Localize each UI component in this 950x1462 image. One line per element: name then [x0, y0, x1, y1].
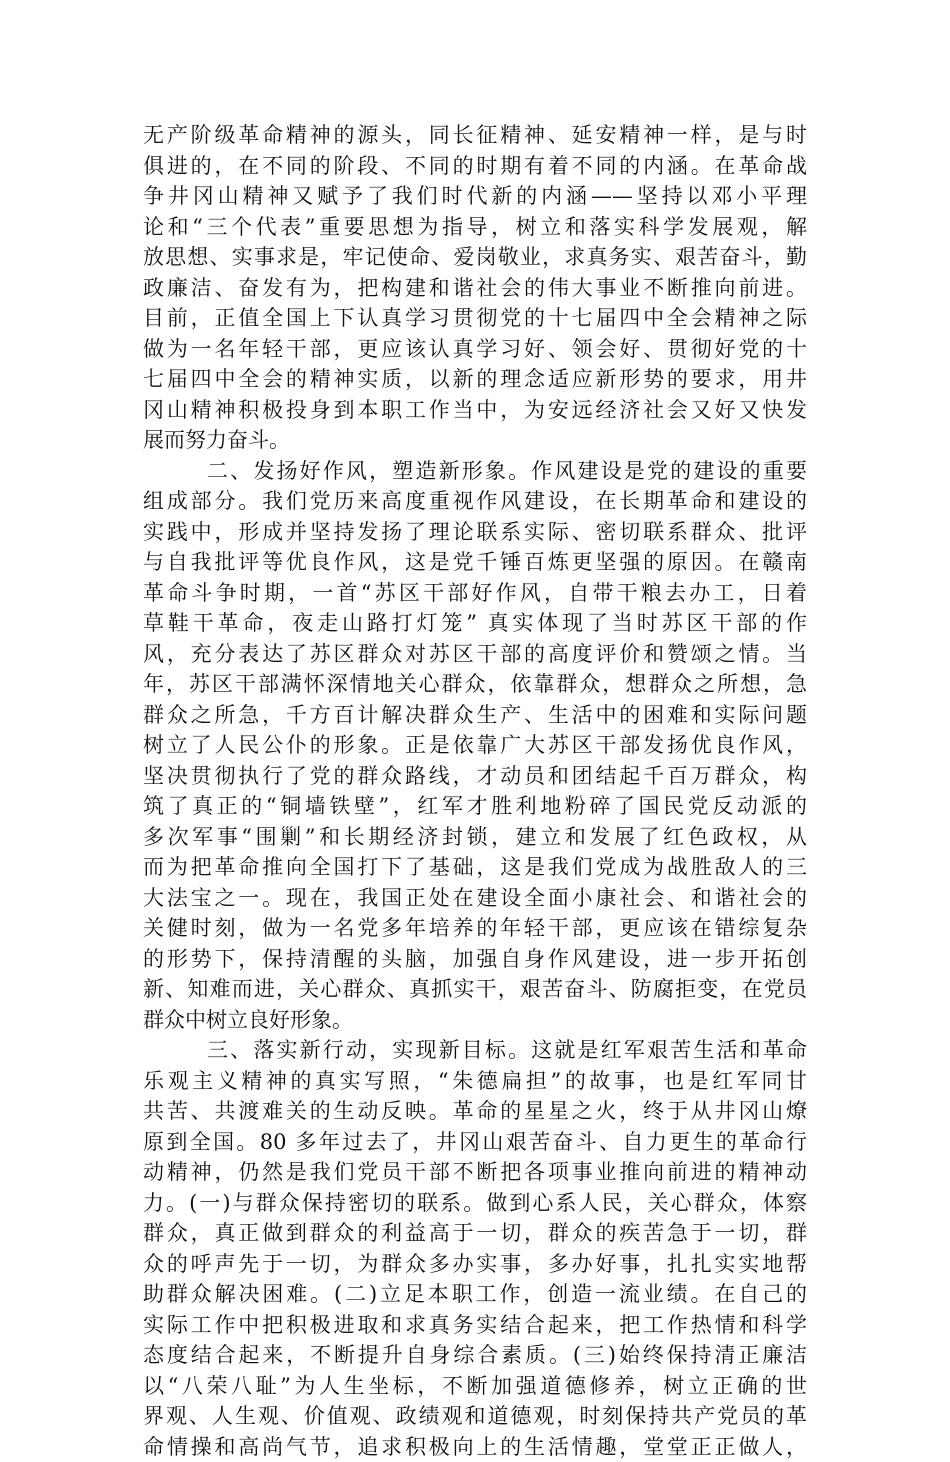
paragraph-first-line: 二、发扬好作风，塑造新形象。作风建设是党的建设的重要 [143, 456, 807, 487]
text-line: 实践中，形成并坚持发扬了理论联系实际、密切联系群众、批评 [143, 517, 807, 548]
text-line: 多次军事“围剿”和长期经济封锁，建立和发展了红色政权，从 [143, 822, 807, 853]
text-line: 展而努力奋斗。 [143, 425, 807, 456]
text-line: 乐观主义精神的真实写照，“朱德扁担”的故事，也是红军同甘 [143, 1066, 807, 1097]
text-line: 目前，正值全国上下认真学习贯彻党的十七届四中全会精神之际 [143, 303, 807, 334]
text-line: 风，充分表达了苏区群众对苏区干部的高度评价和赞颂之情。当 [143, 639, 807, 670]
text-line: 争井冈山精神又赋予了我们时代新的内涵——坚持以邓小平理 [143, 181, 807, 212]
text-line: 筑了真正的“铜墙铁壁”，红军才胜利地粉碎了国民党反动派的 [143, 791, 807, 822]
text-line: 而为把革命推向全国打下了基础，这是我们党成为战胜敌人的三 [143, 852, 807, 883]
text-line: 共苦、共渡难关的生动反映。革命的星星之火，终于从井冈山燎 [143, 1096, 807, 1127]
text-line: 做为一名年轻干部，更应该认真学习好、领会好、贯彻好党的十 [143, 334, 807, 365]
text-line: 七届四中全会的精神实质，以新的理念适应新形势的要求，用井 [143, 364, 807, 395]
text-line: 原到全国。80 多年过去了，井冈山艰苦奋斗、自力更生的革命行 [143, 1127, 807, 1158]
paragraph-first-line: 三、落实新行动，实现新目标。这就是红军艰苦生活和革命 [143, 1035, 807, 1066]
text-line: 态度结合起来，不断提升自身综合素质。(三)始终保持清正廉洁 [143, 1340, 807, 1371]
text-line: 命情操和高尚气节，追求积极向上的生活情趣，堂堂正正做人， [143, 1432, 807, 1462]
text-line: 政廉洁、奋发有为，把构建和谐社会的伟大事业不断推向前进。 [143, 273, 807, 304]
text-line: 关健时刻，做为一名党多年培养的年轻干部，更应该在错综复杂 [143, 913, 807, 944]
text-line: 助群众解决困难。(二)立足本职工作，创造一流业绩。在自己的 [143, 1279, 807, 1310]
text-line: 力。(一)与群众保持密切的联系。做到心系人民，关心群众，体察 [143, 1188, 807, 1219]
text-line: 年，苏区干部满怀深情地关心群众，依靠群众，想群众之所想，急 [143, 669, 807, 700]
document-body [143, 120, 807, 1462]
text-line: 大法宝之一。现在，我国正处在建设全面小康社会、和谐社会的 [143, 883, 807, 914]
text-line: 界观、人生观、价值观、政绩观和道德观，时刻保持共产党员的革 [143, 1401, 807, 1432]
text-line: 实际工作中把积极进取和求真务实结合起来，把工作热情和科学 [143, 1310, 807, 1341]
text-line: 树立了人民公仆的形象。正是依靠广大苏区干部发扬优良作风， [143, 730, 807, 761]
text-line: 群众中树立良好形象。 [143, 1005, 807, 1036]
text-line: 与自我批评等优良作风，这是党千锤百炼更坚强的原因。在赣南 [143, 547, 807, 578]
text-line: 动精神，仍然是我们党员干部不断把各项事业推向前进的精神动 [143, 1157, 807, 1188]
text-line: 组成部分。我们党历来高度重视作风建设，在长期革命和建设的 [143, 486, 807, 517]
text-line: 的形势下，保持清醒的头脑，加强自身作风建设，进一步开拓创 [143, 944, 807, 975]
text-line: 众的呼声先于一切，为群众多办实事，多办好事，扎扎实实地帮 [143, 1249, 807, 1280]
text-line: 以“八荣八耻”为人生坐标，不断加强道德修养，树立正确的世 [143, 1371, 807, 1402]
text-line: 俱进的，在不同的阶段、不同的时期有着不同的内涵。在革命战 [143, 151, 807, 182]
text-line: 放思想、实事求是，牢记使命、爱岗敬业，求真务实、艰苦奋斗，勤 [143, 242, 807, 273]
text-line: 冈山精神积极投身到本职工作当中，为安远经济社会又好又快发 [143, 395, 807, 426]
text-line: 坚决贯彻执行了党的群众路线，才动员和团结起千百万群众，构 [143, 761, 807, 792]
text-line: 无产阶级革命精神的源头，同长征精神、延安精神一样，是与时 [143, 120, 807, 151]
text-line: 论和“三个代表”重要思想为指导，树立和落实科学发展观，解 [143, 212, 807, 243]
text-line: 草鞋干革命，夜走山路打灯笼” 真实体现了当时苏区干部的作 [143, 608, 807, 639]
text-line: 群众，真正做到群众的利益高于一切，群众的疾苦急于一切，群 [143, 1218, 807, 1249]
text-line: 新、知难而进，关心群众、真抓实干，艰苦奋斗、防腐拒变，在党员 [143, 974, 807, 1005]
text-line: 革命斗争时期，一首“苏区干部好作风，自带干粮去办工，日着 [143, 578, 807, 609]
text-line: 群众之所急，千方百计解决群众生产、生活中的困难和实际问题 [143, 700, 807, 731]
